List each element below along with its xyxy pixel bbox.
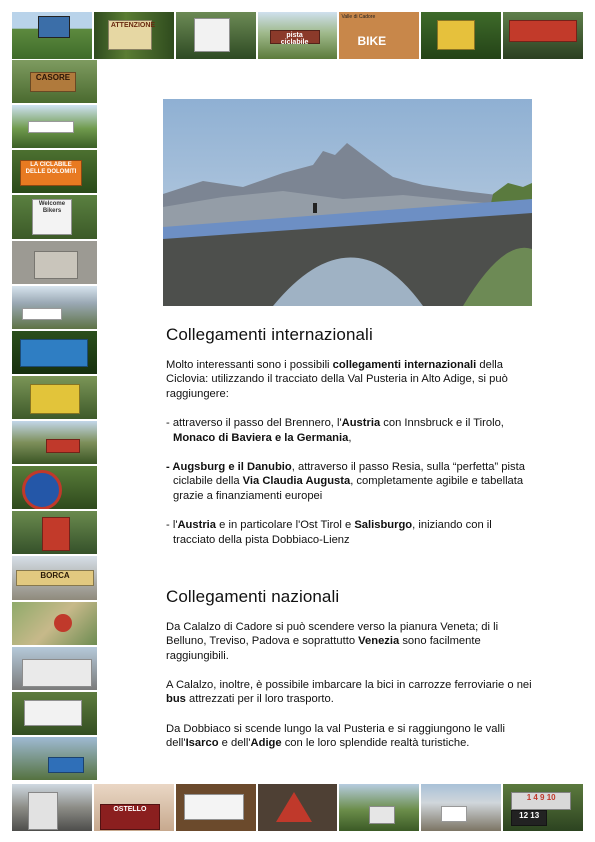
photo-blue-sign bbox=[12, 331, 97, 374]
bold-text: Salisburgo bbox=[354, 519, 413, 532]
photo-map-board bbox=[12, 602, 97, 645]
bold-text: collegamenti internazionali bbox=[332, 358, 477, 371]
bottom-photo-strip bbox=[12, 784, 583, 831]
photo-bus bbox=[12, 647, 97, 690]
top-photo-strip bbox=[12, 12, 583, 59]
sign-casore: CASORE bbox=[30, 72, 76, 92]
bike-label: BIKE bbox=[357, 34, 387, 48]
sign-pista-ciclabile: pista ciclabile bbox=[270, 30, 320, 44]
text: - attraverso il passo del Brennero, l' bbox=[166, 416, 342, 429]
sign-la-ciclabile: LA CICLABILE DELLE DOLOMITI bbox=[20, 160, 82, 186]
text: , bbox=[348, 431, 352, 444]
text: con Innsbruck e il Tirolo, bbox=[380, 416, 504, 429]
heading-international: Collegamenti internazionali bbox=[166, 325, 373, 344]
photo-sign-attenzione bbox=[94, 12, 174, 59]
text: - l' bbox=[166, 519, 178, 532]
photo-red-banner bbox=[503, 12, 583, 59]
photo-yellow-board bbox=[12, 376, 97, 419]
bold-text: Venezia bbox=[358, 635, 400, 648]
text: Da Calalzo di Cadore si può scendere verso la pianura Veneta; di li Belluno, Treviso, Padova e soprattutto bbox=[166, 620, 499, 648]
photo-yellow-sign bbox=[421, 12, 501, 59]
text: Da Dobbiaco si scende lungo la val Pusteria e si raggiungono le valli dell' bbox=[166, 722, 505, 750]
hero-photo-bridge bbox=[163, 99, 532, 306]
photo-sign-la-ciclabile bbox=[12, 150, 97, 193]
photo-mountain-village bbox=[421, 784, 501, 831]
photo-mountain-signs bbox=[12, 286, 97, 329]
photo-town-street bbox=[12, 784, 92, 831]
paragraph-bus bbox=[166, 678, 536, 707]
photo-red-signpost bbox=[12, 511, 97, 554]
photo-village bbox=[339, 784, 419, 831]
bold-text: Monaco di Baviera e la Germania bbox=[173, 431, 349, 444]
photo-stone-plaque bbox=[12, 241, 97, 284]
text: e dell' bbox=[218, 737, 251, 750]
paragraph-calalzo bbox=[166, 620, 536, 664]
text: della Ciclovia: utilizzando il tracciato della Val Pusteria in Alto Adige, si può raggiungere: bbox=[166, 358, 508, 400]
sign-numbers: 1 4 9 10 bbox=[511, 792, 571, 810]
photo-direction-sign bbox=[12, 692, 97, 735]
bold-text: - Augsburg e il Danubio bbox=[166, 460, 292, 473]
photo-arrow-sign bbox=[176, 784, 256, 831]
sign-ostello: OSTELLO bbox=[100, 804, 160, 830]
text: A Calalzo, inoltre, è possibile imbarcare la bici in carrozze ferroviarie o nei bbox=[166, 678, 532, 691]
photo-warning-sign bbox=[258, 784, 338, 831]
photo-signpost bbox=[12, 105, 97, 148]
photo-no-cycling-sign bbox=[12, 466, 97, 509]
bullet-augsburg bbox=[166, 460, 536, 504]
text: sono facilmente raggiungibili. bbox=[166, 635, 481, 662]
text: Molto interessanti sono i possibili bbox=[166, 358, 333, 371]
photo-bike-poster bbox=[339, 12, 419, 59]
bold-text: Adige bbox=[250, 737, 282, 750]
photo-sign-pista-ciclabile bbox=[258, 12, 338, 59]
cadore-label: Valle di Cadore bbox=[341, 14, 376, 20]
paragraph-dobbiaco bbox=[166, 722, 536, 751]
heading-national: Collegamenti nazionali bbox=[166, 586, 340, 606]
bold-text: bus bbox=[166, 693, 186, 706]
sign-welcome: Welcome Bikers bbox=[32, 199, 72, 235]
text: e in particolare l'Ost Tirol e bbox=[216, 519, 355, 532]
photo-welcome-bikers bbox=[12, 195, 97, 238]
text: , completamente agibile e tabellata grazie a finanziamenti europei bbox=[173, 475, 524, 502]
bold-text: Austria bbox=[341, 416, 381, 429]
photo-sign-ostello bbox=[94, 784, 174, 831]
bold-text: Via Claudia Augusta bbox=[242, 475, 351, 488]
text: attrezzati per il loro trasporto. bbox=[185, 693, 334, 706]
bold-text: Isarco bbox=[185, 737, 219, 750]
text: , attraverso il passo Resia, sulla “perfetta” pista ciclabile della bbox=[173, 460, 525, 488]
sign-attenzione: ATTENZIONE bbox=[108, 20, 152, 50]
sign-numbers-2: 12 13 bbox=[511, 810, 547, 826]
intro-paragraph bbox=[166, 358, 536, 402]
bold-text: Austria bbox=[177, 519, 217, 532]
photo-cyclist-meadow bbox=[12, 12, 92, 59]
bullet-austria bbox=[166, 518, 536, 547]
photo-info-board bbox=[176, 12, 256, 59]
photo-road-signs bbox=[12, 737, 97, 780]
sign-borca: BORCA bbox=[16, 570, 94, 586]
bridge-mountain-illustration bbox=[163, 99, 532, 306]
main-content bbox=[166, 325, 536, 765]
text: con le loro splendide realtà turistiche. bbox=[281, 737, 470, 750]
photo-sign-borca bbox=[12, 556, 97, 599]
bullet-brennero bbox=[166, 416, 536, 445]
photo-number-signs bbox=[503, 784, 583, 831]
text: , iniziando con il tracciato della pista Dobbiaco-Lienz bbox=[173, 519, 492, 546]
photo-valley-sign bbox=[12, 421, 97, 464]
left-photo-strip bbox=[12, 60, 97, 780]
photo-sign-casore bbox=[12, 60, 97, 103]
